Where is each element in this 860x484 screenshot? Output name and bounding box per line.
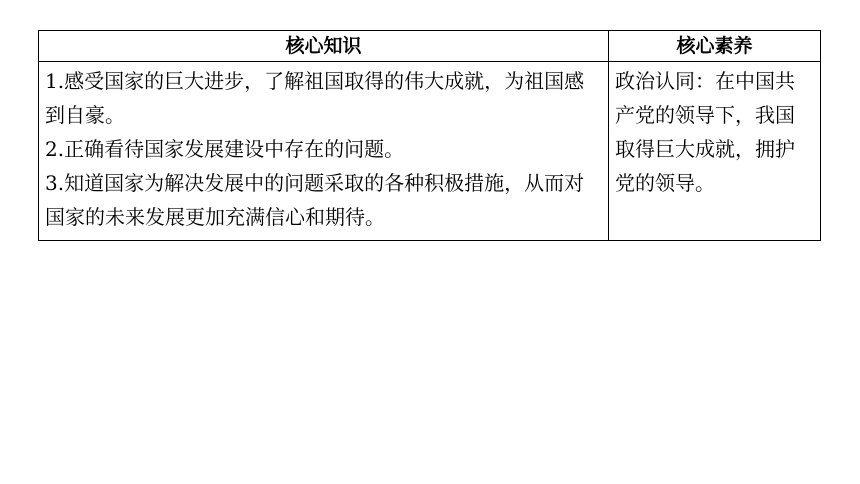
knowledge-item-3: 3.知道国家为解决发展中的问题采取的各种积极措施，从而对国家的未来发展更加充满信心和期待。 — [45, 171, 585, 229]
literacy-cell — [609, 62, 821, 241]
header-core-knowledge: 核心知识 — [39, 31, 609, 62]
knowledge-cell — [39, 62, 609, 241]
knowledge-item-1: 1.感受国家的巨大进步，了解祖国取得的伟大成就，为祖国感到自豪。 — [45, 69, 585, 127]
table-row — [39, 62, 821, 241]
literacy-text: 政治认同：在中国共产党的领导下，我国取得巨大成就，拥护党的领导。 — [615, 69, 795, 195]
table-header-row — [39, 31, 821, 62]
header-core-literacy: 核心素养 — [609, 31, 821, 62]
core-content-table — [38, 30, 821, 241]
knowledge-item-2: 2.正确看待国家发展建设中存在的问题。 — [45, 137, 405, 161]
